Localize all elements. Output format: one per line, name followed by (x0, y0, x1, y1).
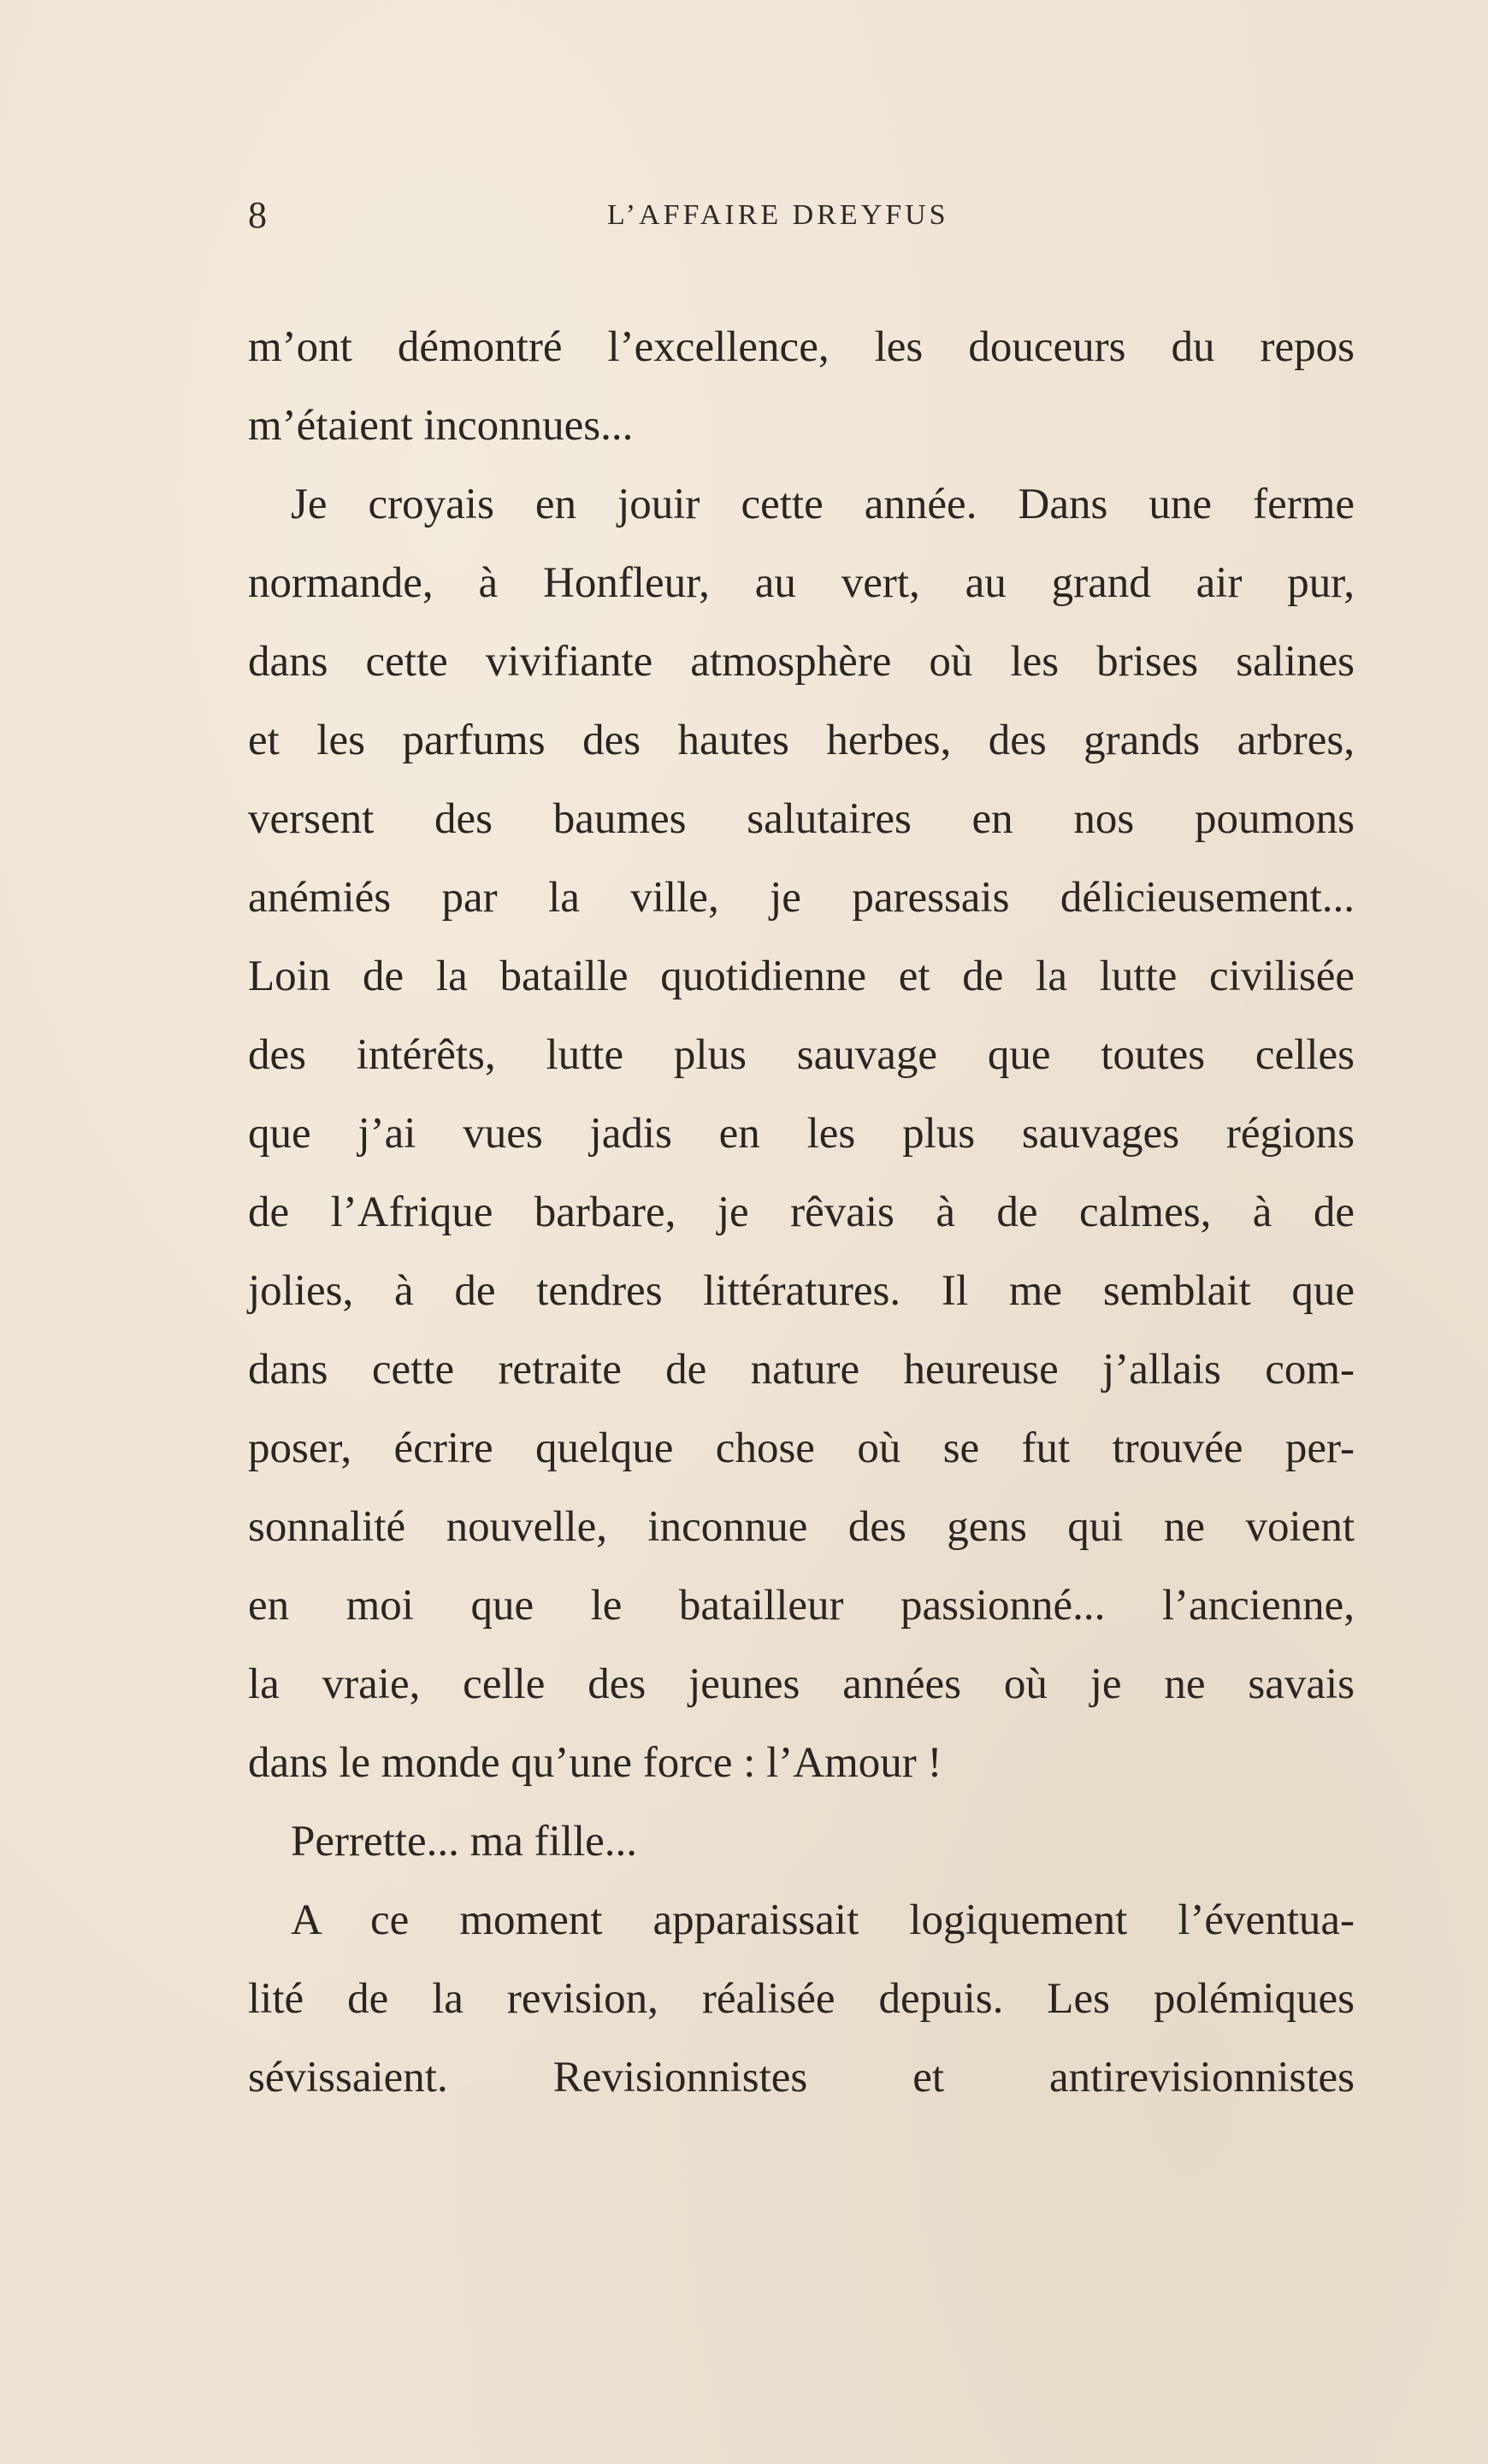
text-line: Perrette... ma fille... (291, 1818, 638, 1866)
text-line: m’ont démontré l’excellence, les douceurs du repos (248, 323, 1355, 371)
running-title-text: AFFAIRE DREYFUS (638, 199, 949, 231)
page-number: 8 (248, 194, 267, 236)
text-line: jolies, à de tendres littératures. Il me semblait que (248, 1267, 1355, 1315)
text-line: m’étaient inconnues... (248, 402, 634, 450)
text-line: de l’Afrique barbare, je rêvais à de calmes, à de (248, 1188, 1355, 1236)
text-line: anémiés par la ville, je paressais délicieusement... (248, 874, 1355, 922)
text-line: versent des baumes salutaires en nos poumons (248, 795, 1355, 843)
text-line: A ce moment apparaissait logiquement l’éventua- (291, 1896, 1355, 1944)
text-line: en moi que le batailleur passionné... l’ancienne, (248, 1582, 1355, 1630)
text-line: Loin de la bataille quotidienne et de la lutte civilisée (248, 952, 1355, 1000)
running-title-prefix: L’ (607, 199, 639, 231)
text-line: des intérêts, lutte plus sauvage que toutes celles (248, 1031, 1355, 1079)
text-line: Je croyais en jouir cette année. Dans une ferme (291, 480, 1355, 528)
text-line: dans cette vivifiante atmosphère où les brises salines (248, 638, 1355, 686)
text-line: que j’ai vues jadis en les plus sauvages régions (248, 1110, 1355, 1158)
body-text (248, 308, 1355, 2146)
running-head (248, 190, 1355, 241)
text-line: dans cette retraite de nature heureuse j’allais com- (248, 1346, 1355, 1394)
text-line: lité de la revision, réalisée depuis. Les polémiques (248, 1975, 1355, 2023)
text-line: normande, à Honfleur, au vert, au grand air pur, (248, 559, 1355, 607)
text-line: poser, écrire quelque chose où se fut trouvée per- (248, 1424, 1355, 1472)
text-line: sévissaient. Revisionnistes et antirevisionnistes (248, 2054, 1355, 2101)
text-line: dans le monde qu’une force : l’Amour ! (248, 1739, 942, 1787)
running-title (607, 190, 949, 241)
text-line: la vraie, celle des jeunes années où je ne savais (248, 1660, 1355, 1708)
text-line: sonnalité nouvelle, inconnue des gens qui ne voient (248, 1503, 1355, 1551)
text-line: et les parfums des hautes herbes, des grands arbres, (248, 716, 1355, 764)
